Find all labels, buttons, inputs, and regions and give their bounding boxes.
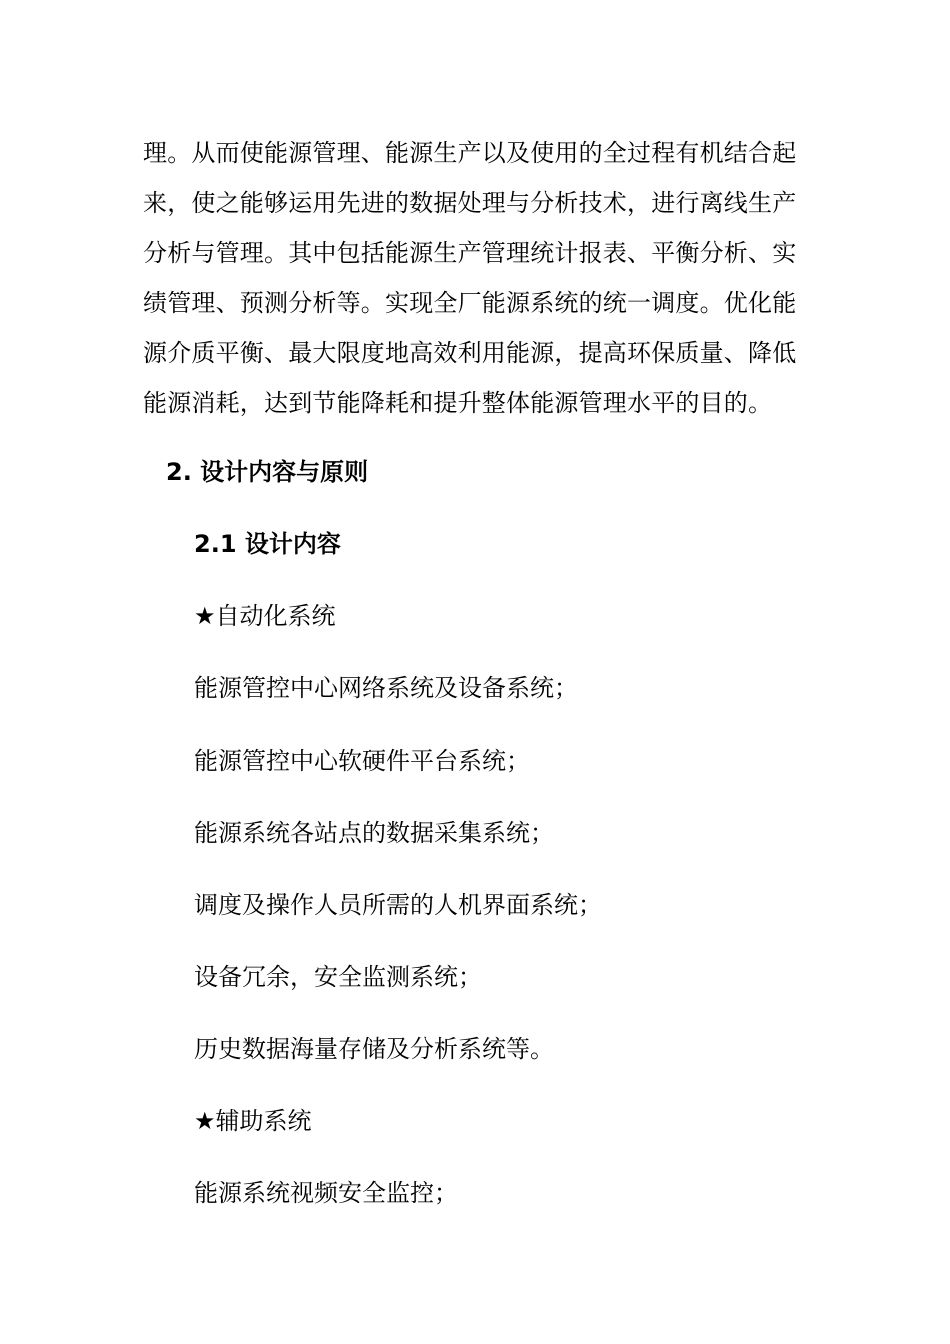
list-item: 能源管控中心软硬件平台系统；: [194, 747, 530, 775]
group-title-auxiliary: ★辅助系统: [194, 1107, 312, 1135]
list-item: 调度及操作人员所需的人机界面系统；: [194, 891, 602, 919]
list-item: 能源系统视频安全监控；: [194, 1179, 458, 1207]
section-heading: 2. 设计内容与原则: [166, 458, 369, 486]
paragraph-line: 能源消耗，达到节能降耗和提升整体能源管理水平的目的。: [143, 389, 773, 417]
list-item: 历史数据海量存储及分析系统等。: [194, 1035, 554, 1063]
list-item: 能源系统各站点的数据采集系统；: [194, 819, 554, 847]
paragraph-line: 来，使之能够运用先进的数据处理与分析技术，进行离线生产: [143, 189, 797, 217]
list-item: 能源管控中心网络系统及设备系统；: [194, 674, 578, 702]
paragraph-line: 绩管理、预测分析等。实现全厂能源系统的统一调度。优化能: [143, 289, 797, 317]
paragraph-line: 源介质平衡、最大限度地高效利用能源，提高环保质量、降低: [143, 339, 797, 367]
subsection-heading: 2.1 设计内容: [194, 530, 341, 558]
paragraph-line: 理。从而使能源管理、能源生产以及使用的全过程有机结合起: [143, 139, 797, 167]
group-title-automation: ★自动化系统: [194, 602, 336, 630]
body-paragraph: [143, 128, 797, 428]
list-item: 设备冗余，安全监测系统；: [194, 963, 482, 991]
paragraph-line: 分析与管理。其中包括能源生产管理统计报表、平衡分析、实: [143, 239, 797, 267]
